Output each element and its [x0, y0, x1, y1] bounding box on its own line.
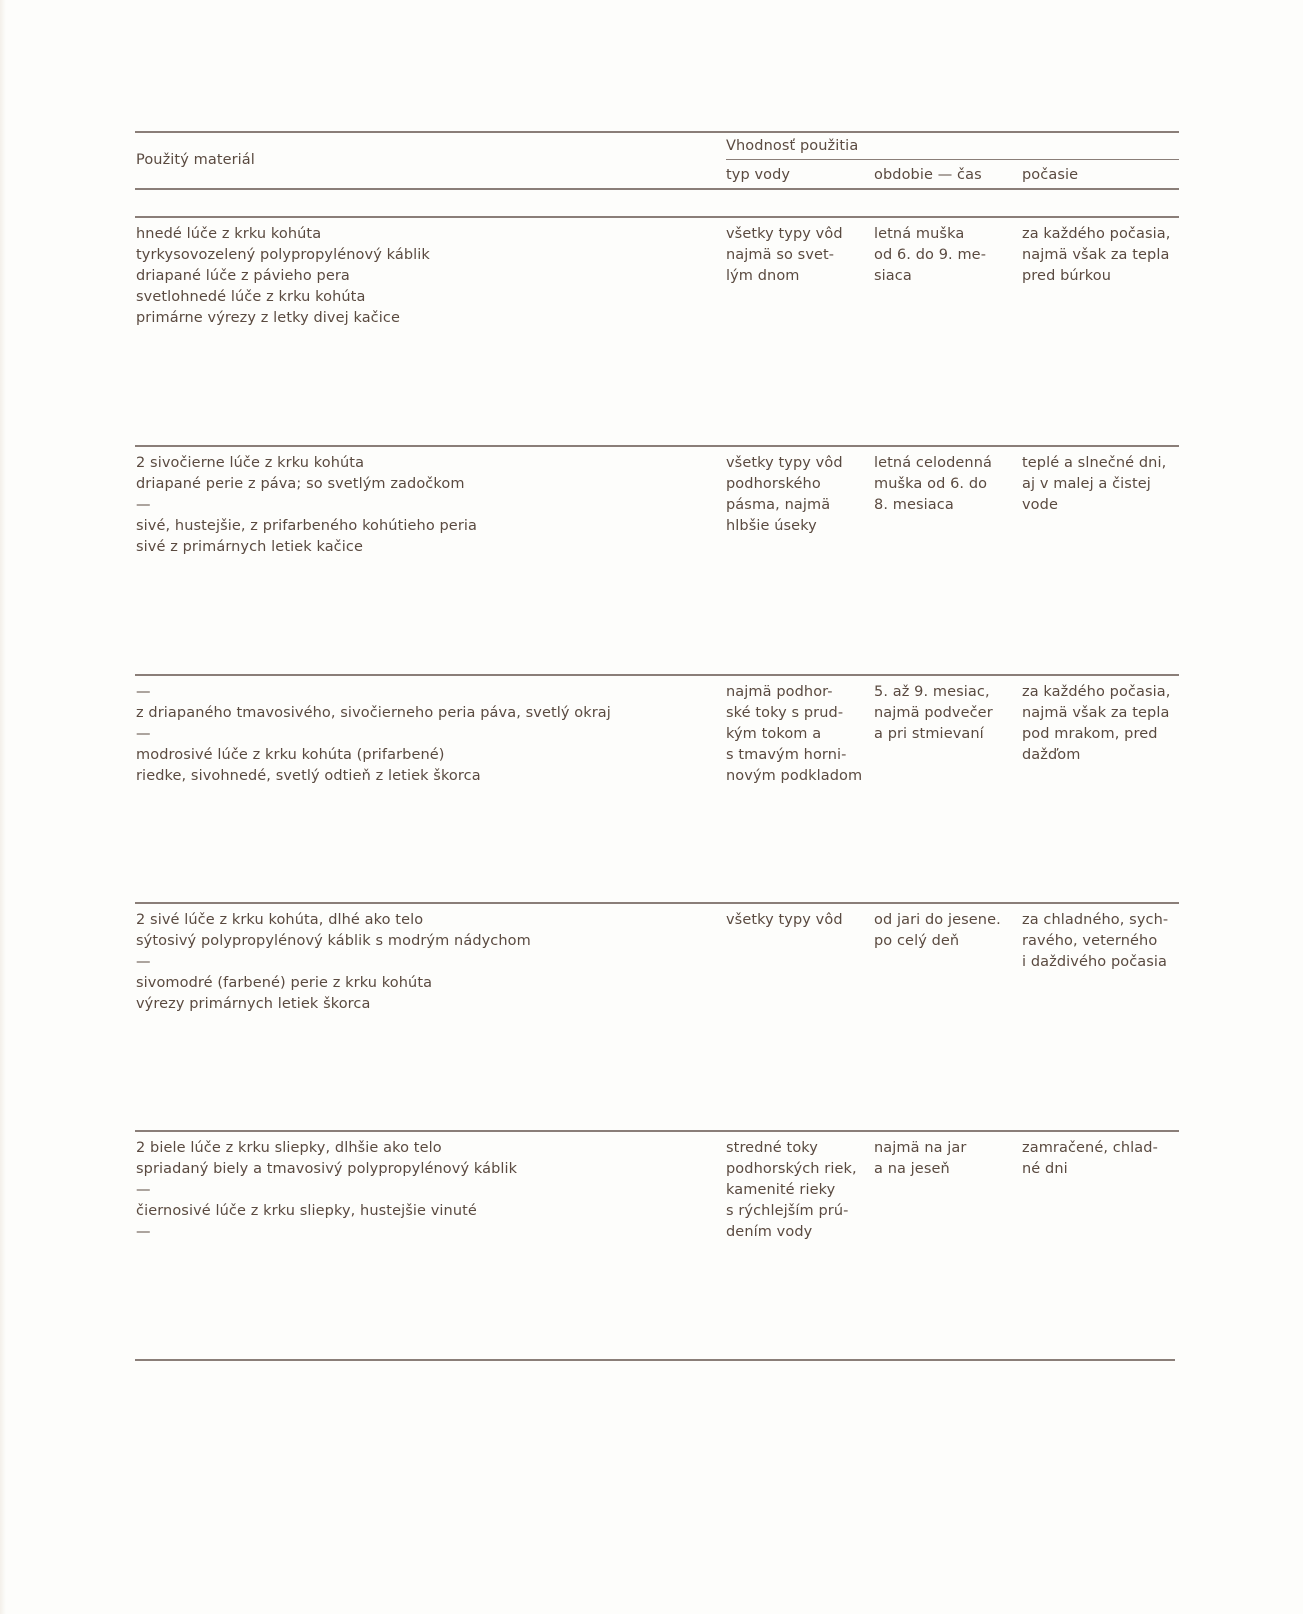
row-5-water-type [726, 1138, 857, 1243]
water-line: dením vody [726, 1224, 813, 1240]
material-line: spriadaný biely a tmavosivý polypropylénový káblik [136, 1161, 518, 1177]
weather-line: i daždivého počasia [1022, 954, 1168, 970]
water-line: novým podkladom [726, 768, 863, 784]
period-line: letná muška [874, 226, 965, 242]
row-1-water-type [726, 224, 843, 287]
weather-line: vode [1022, 497, 1058, 513]
weather-line: pod mrakom, pred [1022, 726, 1158, 742]
row-4-water-type [726, 910, 843, 931]
row-separator [135, 674, 1179, 676]
period-line: najmä podvečer [874, 705, 993, 721]
header-suitability: Vhodnosť použitia [726, 138, 859, 154]
row-2-period [874, 453, 992, 516]
row-3-period [874, 682, 993, 745]
table-bottom-rule [135, 1359, 1175, 1361]
header-sub-rule [726, 159, 1179, 160]
water-line: všetky typy vôd [726, 226, 843, 242]
row-4-weather [1022, 910, 1168, 973]
body-top-rule [135, 216, 1179, 218]
row-2-weather [1022, 453, 1166, 516]
material-line: riedke, sivohnedé, svetlý odtieň z letiek škorca [136, 768, 481, 784]
period-line: letná celodenná [874, 455, 993, 471]
material-line: sýtosivý polypropylénový káblik s modrým nádychom [136, 933, 531, 949]
material-line: sivé, hustejšie, z prifarbeného kohútieho peria [136, 518, 478, 534]
material-line: driapané lúče z pávieho pera [136, 268, 350, 284]
period-line: muška od 6. do [874, 476, 988, 492]
material-line: — [136, 726, 151, 742]
header-water-type: typ vody [726, 167, 791, 183]
period-line: 8. mesiaca [874, 497, 954, 513]
water-line: pásma, najmä [726, 497, 831, 513]
material-line: 2 sivočierne lúče z krku kohúta [136, 455, 365, 471]
material-line: svetlohnedé lúče z krku kohúta [136, 289, 366, 305]
period-line: od 6. do 9. me- [874, 247, 987, 263]
water-line: podhorských riek, [726, 1161, 857, 1177]
row-separator [135, 902, 1179, 904]
period-line: a pri stmievaní [874, 726, 984, 742]
weather-line: za chladného, sych- [1022, 912, 1169, 928]
period-line: po celý deň [874, 933, 960, 949]
material-line: — [136, 1182, 151, 1198]
row-5-weather [1022, 1138, 1158, 1180]
material-line: sivé z primárnych letiek kačice [136, 539, 363, 555]
water-line: kamenité rieky [726, 1182, 836, 1198]
row-2-water-type [726, 453, 843, 537]
row-1-period [874, 224, 986, 287]
weather-line: najmä však za tepla [1022, 705, 1170, 721]
material-line: — [136, 684, 151, 700]
weather-line: teplé a slnečné dni, [1022, 455, 1167, 471]
water-line: ské toky s prud- [726, 705, 844, 721]
material-line: — [136, 954, 151, 970]
row-4-material [136, 910, 531, 1015]
period-line: 5. až 9. mesiac, [874, 684, 990, 700]
header-weather: počasie [1022, 167, 1079, 183]
water-line: s tmavým horni- [726, 747, 847, 763]
water-line: kým tokom a [726, 726, 822, 742]
row-3-weather [1022, 682, 1170, 766]
period-line: siaca [874, 268, 912, 284]
weather-line: aj v malej a čistej [1022, 476, 1151, 492]
weather-line: zamračené, chlad- [1022, 1140, 1158, 1156]
material-line: — [136, 497, 151, 513]
water-line: najmä podhor- [726, 684, 833, 700]
material-line: primárne výrezy z letky divej kačice [136, 310, 400, 326]
material-line: modrosivé lúče z krku kohúta (prifarbené) [136, 747, 445, 763]
weather-line: za každého počasia, [1022, 684, 1171, 700]
weather-line: dažďom [1022, 747, 1081, 763]
water-line: s rýchlejším prú- [726, 1203, 849, 1219]
row-3-water-type [726, 682, 862, 787]
material-line: hnedé lúče z krku kohúta [136, 226, 322, 242]
row-3-material [136, 682, 611, 787]
weather-line: né dni [1022, 1161, 1068, 1177]
row-separator [135, 1130, 1179, 1132]
material-line: čiernosivé lúče z krku sliepky, hustejšie vinuté [136, 1203, 477, 1219]
header-bottom-rule [135, 188, 1179, 190]
header-period: obdobie — čas [874, 167, 982, 183]
water-line: lým dnom [726, 268, 800, 284]
row-4-period [874, 910, 1001, 952]
page-edge [0, 0, 6, 1614]
water-line: všetky typy vôd [726, 912, 843, 928]
material-line: 2 sivé lúče z krku kohúta, dlhé ako telo [136, 912, 424, 928]
row-separator [135, 445, 1179, 447]
row-5-material [136, 1138, 517, 1243]
material-line: 2 biele lúče z krku sliepky, dlhšie ako telo [136, 1140, 442, 1156]
material-line: výrezy primárnych letiek škorca [136, 996, 371, 1012]
water-line: podhorského [726, 476, 821, 492]
row-2-material [136, 453, 477, 558]
material-line: sivomodré (farbené) perie z krku kohúta [136, 975, 433, 991]
water-line: najmä so svet- [726, 247, 835, 263]
material-line: driapané perie z páva; so svetlým zadočkom [136, 476, 465, 492]
header-material: Použitý materiál [136, 152, 255, 168]
period-line: a na jeseň [874, 1161, 950, 1177]
period-line: od jari do jesene. [874, 912, 1001, 928]
water-line: stredné toky [726, 1140, 818, 1156]
weather-line: najmä však za tepla [1022, 247, 1170, 263]
header-top-rule [135, 131, 1179, 133]
material-line: tyrkysovozelený polypropylénový káblik [136, 247, 430, 263]
weather-line: za každého počasia, [1022, 226, 1171, 242]
weather-line: ravého, veterného [1022, 933, 1158, 949]
row-1-weather [1022, 224, 1170, 287]
water-line: hlbšie úseky [726, 518, 817, 534]
row-5-period [874, 1138, 966, 1180]
material-line: — [136, 1224, 151, 1240]
row-1-material [136, 224, 430, 329]
water-line: všetky typy vôd [726, 455, 843, 471]
weather-line: pred búrkou [1022, 268, 1111, 284]
period-line: najmä na jar [874, 1140, 967, 1156]
material-line: z driapaného tmavosivého, sivočierneho peria páva, svetlý okraj [136, 705, 611, 721]
